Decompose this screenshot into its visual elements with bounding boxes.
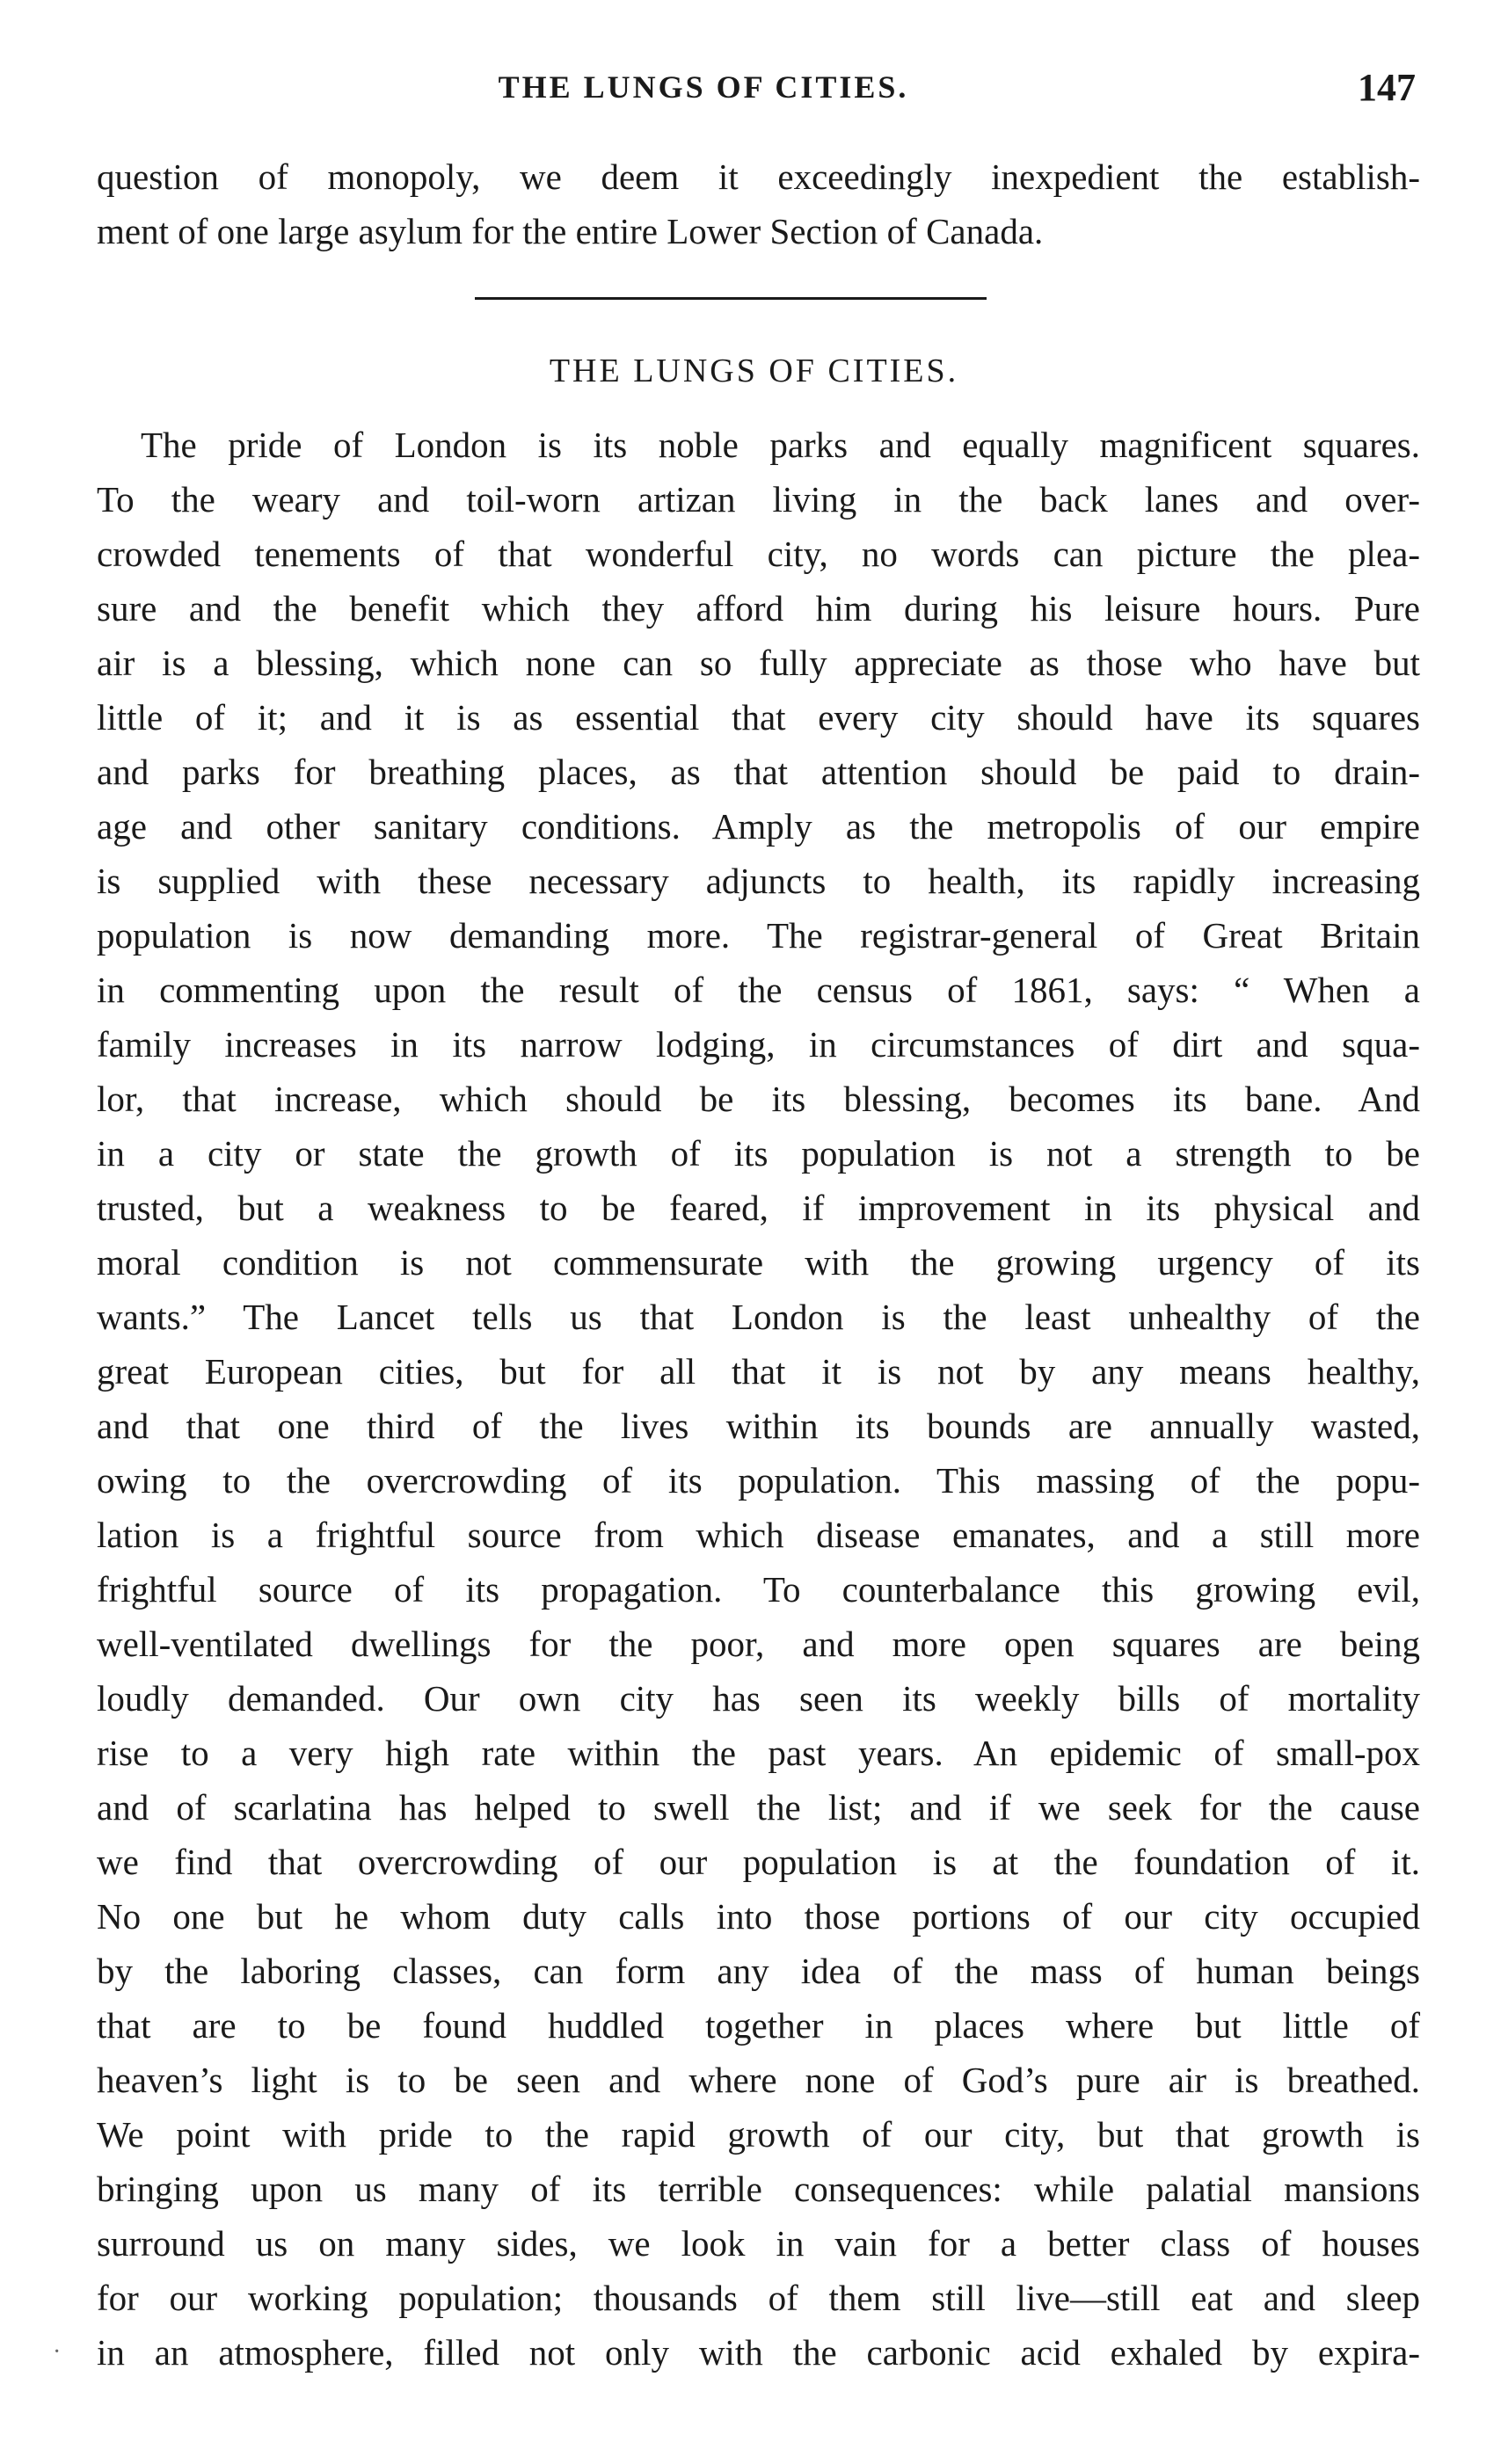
text-line: air is a blessing, which none can so fully appreciate as those who have but — [97, 643, 1420, 683]
text-line: moral condition is not commensurate with the growing urgency of its — [97, 1242, 1420, 1283]
text-line: wants.” The Lancet tells us that London is the least unhealthy of the — [97, 1297, 1420, 1337]
text-line: for our working population; thousands of them still live—still eat and sleep — [97, 2278, 1420, 2318]
text-line: ment of one large asylum for the entire Lower Section of Canada. — [97, 211, 1044, 251]
text-line: bringing upon us many of its terrible consequences: while palatial mansions — [97, 2169, 1420, 2209]
text-line: surround us on many sides, we look in vain for a better class of houses — [97, 2223, 1420, 2264]
text-line: and that one third of the lives within its bounds are annually wasted, — [97, 1406, 1420, 1446]
text-line: sure and the benefit which they afford him during his leisure hours. Pure — [97, 588, 1420, 629]
text-line: frightful source of its propagation. To counterbalance this growing evil, — [97, 1569, 1420, 1610]
text-line: family increases in its narrow lodging, in circumstances of dirt and squa- — [97, 1024, 1420, 1065]
running-header — [0, 66, 1508, 130]
text-line: little of it; and it is as essential that every city should have its squares — [97, 697, 1420, 738]
text-line: great European cities, but for all that it is not by any means healthy, — [97, 1351, 1420, 1392]
text-line: No one but he whom duty calls into those portions of our city occupied — [97, 1896, 1420, 1937]
text-line: loudly demanded. Our own city has seen its weekly bills of mortality — [97, 1678, 1420, 1719]
text-line: and parks for breathing places, as that attention should be paid to drain- — [97, 752, 1420, 792]
text-line: To the weary and toil-worn artizan living in the back lanes and over- — [97, 479, 1420, 520]
running-title: THE LUNGS OF CITIES. — [498, 69, 909, 105]
text-line: lor, that increase, which should be its blessing, becomes its bane. And — [97, 1079, 1420, 1119]
text-line: age and other sanitary conditions. Amply as the metropolis of our empire — [97, 806, 1420, 847]
text-line: by the laboring classes, can form any idea of the mass of human beings — [97, 1951, 1420, 1991]
text-line: lation is a frightful source from which disease emanates, and a still more — [97, 1515, 1420, 1555]
text-line: rise to a very high rate within the past years. An epidemic of small-pox — [97, 1733, 1420, 1773]
text-line: The pride of London is its noble parks and equally magnificent squares. — [141, 425, 1420, 465]
text-line: heaven’s light is to be seen and where none of God’s pure air is breathed. — [97, 2060, 1420, 2100]
margin-mark: · — [53, 2338, 62, 2366]
text-line: in a city or state the growth of its population is not a strength to be — [97, 1133, 1420, 1174]
page-number: 147 — [1358, 66, 1416, 109]
text-line: and of scarlatina has helped to swell the list; and if we seek for the cause — [97, 1787, 1420, 1828]
text-line: crowded tenements of that wonderful city, no words can picture the plea- — [97, 534, 1420, 574]
text-line: that are to be found huddled together in places where but little of — [97, 2005, 1420, 2046]
text-line: in an atmosphere, filled not only with the carbonic acid exhaled by expira- — [97, 2332, 1420, 2373]
text-line: owing to the overcrowding of its population. This massing of the popu- — [97, 1460, 1420, 1501]
text-line: population is now demanding more. The registrar-general of Great Britain — [97, 915, 1420, 956]
text-line: We point with pride to the rapid growth of our city, but that growth is — [97, 2114, 1420, 2155]
section-title: THE LUNGS OF CITIES. — [549, 353, 959, 389]
text-line: question of monopoly, we deem it exceedingly inexpedient the establish- — [97, 156, 1420, 197]
text-line: in commenting upon the result of the census of 1861, says: “ When a — [97, 970, 1420, 1010]
text-line: we find that overcrowding of our population is at the foundation of it. — [97, 1842, 1420, 1882]
text-line: trusted, but a weakness to be feared, if improvement in its physical and — [97, 1188, 1420, 1228]
text-line: well-ventilated dwellings for the poor, and more open squares are being — [97, 1624, 1420, 1664]
text-line: is supplied with these necessary adjuncts to health, its rapidly increasing — [97, 861, 1420, 901]
section-divider — [475, 297, 987, 300]
